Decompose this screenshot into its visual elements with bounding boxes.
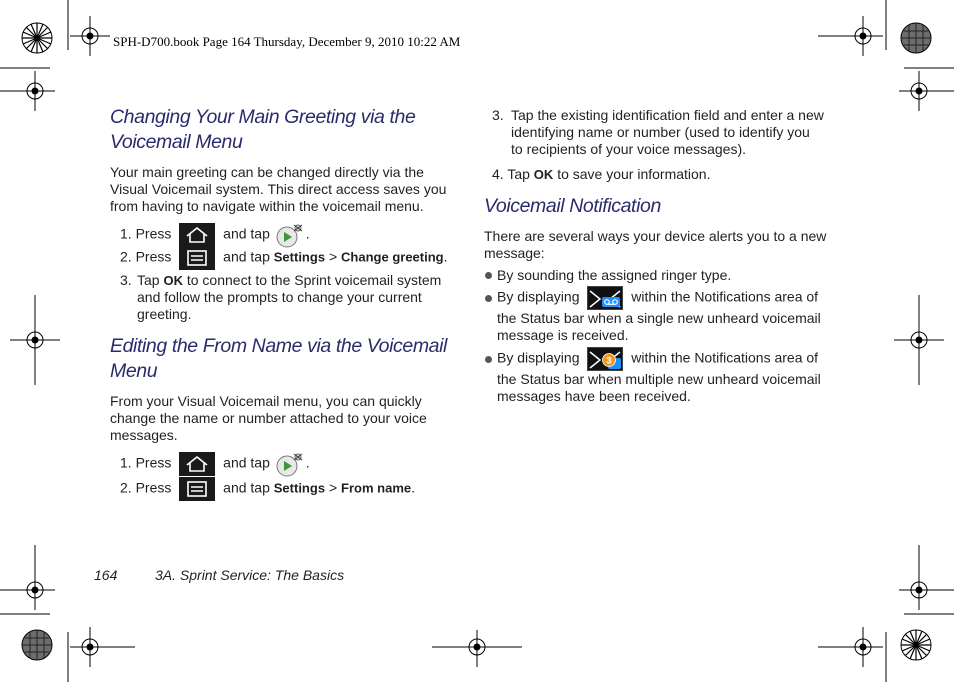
registration-mark — [899, 71, 954, 111]
bullet-text: By displaying — [497, 349, 580, 366]
step-text: Tap — [137, 272, 160, 288]
title-line: Voicemail Menu — [110, 131, 243, 153]
ok-label: OK — [163, 273, 183, 288]
step-text: . — [305, 454, 310, 471]
intro-line: Visual Voicemail system. This direct access saves you — [110, 181, 447, 197]
step-number: 2. — [120, 248, 132, 265]
step-text: identifying name or number (used to identify you — [511, 124, 810, 140]
menu-path-settings: Settings — [273, 249, 326, 265]
bullet-text: the Status bar when a single new unheard voicemail — [497, 310, 821, 326]
step-text: Press — [135, 248, 172, 265]
intro-line: messages. — [110, 427, 178, 443]
registration-mark — [818, 16, 883, 56]
step-text: . — [411, 479, 415, 496]
registration-mark — [70, 627, 135, 667]
title-line: Changing Your Main Greeting via the — [110, 106, 416, 128]
bullet-text: the Status bar when multiple new unheard voicemail — [497, 371, 821, 387]
step-text: Press — [135, 454, 172, 471]
step-number: 1. — [120, 225, 132, 242]
star-target — [901, 630, 931, 660]
step-text: greeting. — [137, 306, 192, 322]
step-number: 4. — [492, 166, 504, 182]
grid-target — [901, 23, 931, 53]
ok-label: OK — [533, 167, 554, 182]
step-text: and tap — [223, 454, 270, 471]
step-number: 3. — [120, 272, 132, 288]
footer-section-title: 3A. Sprint Service: The Basics — [155, 567, 345, 583]
menu-separator: > — [328, 479, 338, 496]
section-title-voicemail-notification: Voicemail Notification — [484, 195, 661, 217]
registration-mark — [0, 71, 55, 111]
page-number: 164 — [94, 567, 118, 583]
bullet-text: within the Notifications area of — [631, 349, 819, 366]
title-line: Editing the From Name via the Voicemail — [110, 335, 447, 357]
bullet-text: message is received. — [497, 327, 629, 343]
registration-mark — [818, 627, 883, 667]
step-text: and follow the prompts to change your current — [137, 289, 422, 305]
grid-target — [22, 630, 52, 660]
registration-mark — [894, 295, 944, 385]
step-number: 2. — [120, 479, 132, 496]
registration-mark — [10, 295, 60, 385]
step-number: 3. — [492, 107, 504, 123]
intro-line: From your Visual Voicemail menu, you can quickly — [110, 393, 422, 409]
step-text: . — [305, 225, 310, 242]
intro-line: There are several ways your device alerts you to a new — [484, 228, 827, 244]
step-text: to connect to the Sprint voicemail system — [186, 272, 442, 288]
step-text: Tap — [507, 166, 530, 182]
step-text: Press — [135, 225, 172, 242]
step-text: and tap — [223, 479, 270, 496]
intro-line: from having to navigate within the voicemail menu. — [110, 198, 424, 214]
badge-count: 3 — [606, 355, 612, 366]
intro-line: message: — [484, 245, 545, 261]
step-text: . — [443, 248, 448, 265]
menu-path-from-name: From name — [341, 480, 412, 496]
title-line: Menu — [110, 360, 158, 382]
menu-path-change-greeting: Change greeting — [341, 249, 444, 265]
step-text: and tap — [223, 248, 270, 265]
print-header: SPH-D700.book Page 164 Thursday, December 9, 2010 10:22 AM — [113, 34, 461, 49]
registration-mark — [0, 545, 55, 610]
bullet-text: messages have been received. — [497, 388, 691, 404]
menu-separator: > — [328, 248, 338, 265]
menu-path-settings: Settings — [273, 480, 326, 496]
registration-mark — [70, 16, 110, 56]
step-text: Tap the existing identification field and enter a new — [511, 107, 824, 123]
bullet-text: within the Notifications area of — [631, 288, 819, 305]
step-text: to save your information. — [557, 166, 711, 182]
bullet-text: By sounding the assigned ringer type. — [497, 267, 732, 283]
intro-line: change the name or number attached to your voice — [110, 410, 427, 426]
step-number: 1. — [120, 454, 132, 471]
star-target — [22, 23, 52, 53]
registration-mark — [432, 630, 522, 667]
bullet-text: By displaying — [497, 288, 580, 305]
step-text: and tap — [223, 225, 270, 242]
registration-mark — [899, 545, 954, 610]
intro-line: Your main greeting can be changed directly via the — [110, 164, 424, 180]
step-text: to recipients of your voice messages). — [511, 141, 746, 157]
step-text: Press — [135, 479, 172, 496]
